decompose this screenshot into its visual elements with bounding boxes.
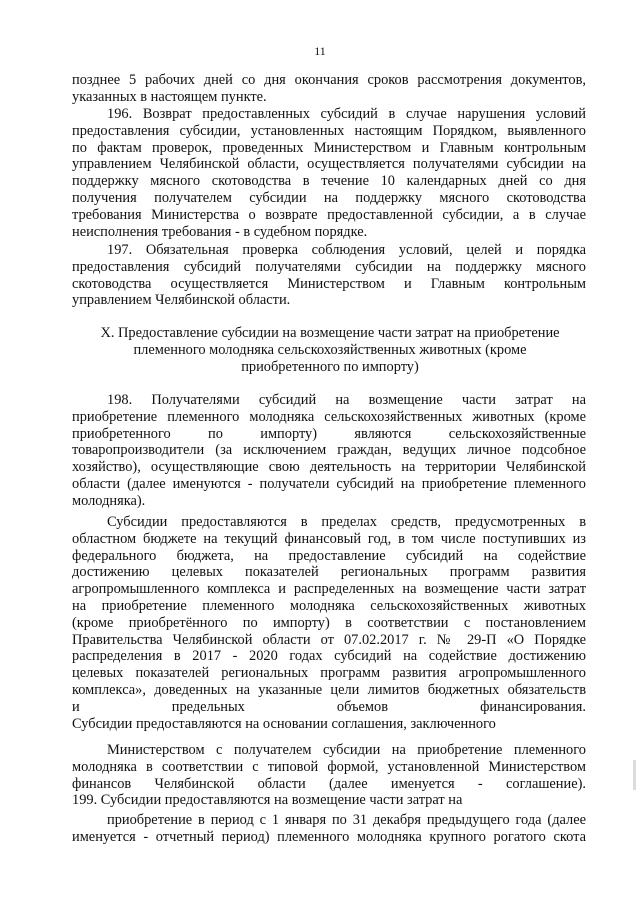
text-line: Субсидии предоставляются в пределах средств, предусмотренных в — [107, 514, 586, 530]
heading-line: племенного молодняка сельскохозяйственных животных (кроме — [133, 342, 527, 358]
text-line: товаропроизводители (за исключением граждан, ведущих личное подсобное — [72, 442, 586, 459]
text-line: приобретение в период с 1 января по 31 декабря предыдущего года (далее — [107, 812, 586, 828]
scan-edge-mark — [633, 760, 636, 790]
text-line: на приобретение племенного молодняка сельскохозяйственных животных — [72, 597, 586, 614]
text-line: скотоводства осуществляется Министерством и Главным контрольным — [72, 275, 586, 292]
paragraph-195-end — [72, 72, 586, 106]
text-line: Министерством с получателем субсидии на приобретение племенного — [107, 742, 586, 758]
text-line: молодняка в соответствии с типовой формой, установленной Министерством — [72, 758, 586, 775]
paragraph-196 — [72, 106, 586, 240]
paragraph-agreement — [72, 742, 586, 809]
text-line: 197. Обязательная проверка соблюдения условий, целей и порядка — [107, 242, 586, 258]
text-line: приобретение племенного молодняка сельскохозяйственных животных (кроме — [72, 408, 586, 425]
text-line: и предельных объемов финансирования. — [72, 698, 586, 715]
text-line: комплекса», доведенных на указанные цели лимитов бюджетных обязательств — [72, 681, 586, 698]
text-line: приобретенного по импорту) являются сельскохозяйственные — [72, 425, 586, 442]
page-number: 11 — [314, 44, 326, 58]
heading-line: приобретенного по импорту) — [241, 359, 419, 375]
paragraph-197 — [72, 242, 586, 309]
text-line: агропромышленного комплекса и распределенных на возмещение части затрат — [72, 581, 586, 598]
text-line: (кроме приобретённого по импорту) в соответствии с постановлением — [72, 614, 586, 631]
text-line: Субсидии предоставляются на основании соглашения, заключенного — [72, 715, 496, 732]
text-line: 198. Получателями субсидий на возмещение части затрат на — [107, 392, 586, 408]
text-line: неисполнения требования - в судебном порядке. — [72, 223, 368, 240]
text-line: хозяйство), осуществляющие свою деятельность на территории Челябинской — [72, 459, 586, 476]
text-line: достижению целевых показателей региональных программ развития — [72, 564, 586, 581]
text-line: предоставления субсидии, установленных настоящим Порядком, выявленного — [72, 122, 586, 139]
text-line: 199. Субсидии предоставляются на возмещение части затрат на — [72, 792, 463, 809]
text-line: управлением Челябинской области. — [72, 292, 291, 309]
paragraph-subsidies-budget — [72, 514, 586, 732]
paragraph-199 — [72, 812, 586, 846]
section-heading — [80, 325, 580, 376]
text-line: управлением Челябинской области, осуществляется получателями субсидии на — [72, 156, 586, 173]
text-line: поддержку мясного скотоводства в течение 10 календарных дней со дня — [72, 173, 586, 190]
text-line: предоставления субсидий получателями субсидии на поддержку мясного — [72, 258, 586, 275]
text-line: позднее 5 рабочих дней со дня окончания сроков рассмотрения документов, — [72, 72, 586, 88]
text-line: именуется - отчетный период) племенного молодняка крупного рогатого скота — [72, 828, 586, 845]
text-line: требования Министерства о возврате предоставленной субсидии, а в случае — [72, 206, 586, 223]
text-line: Правительства Челябинской области от 07.02.2017 г. № 29-П «О Порядке — [72, 631, 586, 648]
text-line: распределения в 2017 - 2020 годах субсидий на содействие достижению — [72, 648, 586, 665]
text-line: областном бюджете на текущий финансовый год, в том числе поступивших из — [72, 530, 586, 547]
text-line: по фактам проверок, проведенных Министерством и Главным контрольным — [72, 139, 586, 156]
text-line: молодняка). — [72, 492, 146, 509]
text-line: области (далее именуются - получатели субсидий на приобретение племенного — [72, 475, 586, 492]
text-line: федерального бюджета, на предоставление субсидий на содействие — [72, 547, 586, 564]
text-line: финансов Челябинской области (далее именуется - соглашение). — [72, 775, 586, 792]
text-line: указанных в настоящем пункте. — [72, 88, 267, 105]
text-line: получения получателем субсидии на поддержку мясного скотоводства — [72, 189, 586, 206]
text-line: 196. Возврат предоставленных субсидий в случае нарушения условий — [107, 106, 586, 122]
text-line: целевых показателей региональных программ развития агропромышленного — [72, 665, 586, 682]
heading-line: X. Предоставление субсидии на возмещение части затрат на приобретение — [100, 325, 560, 341]
paragraph-198 — [72, 392, 586, 510]
